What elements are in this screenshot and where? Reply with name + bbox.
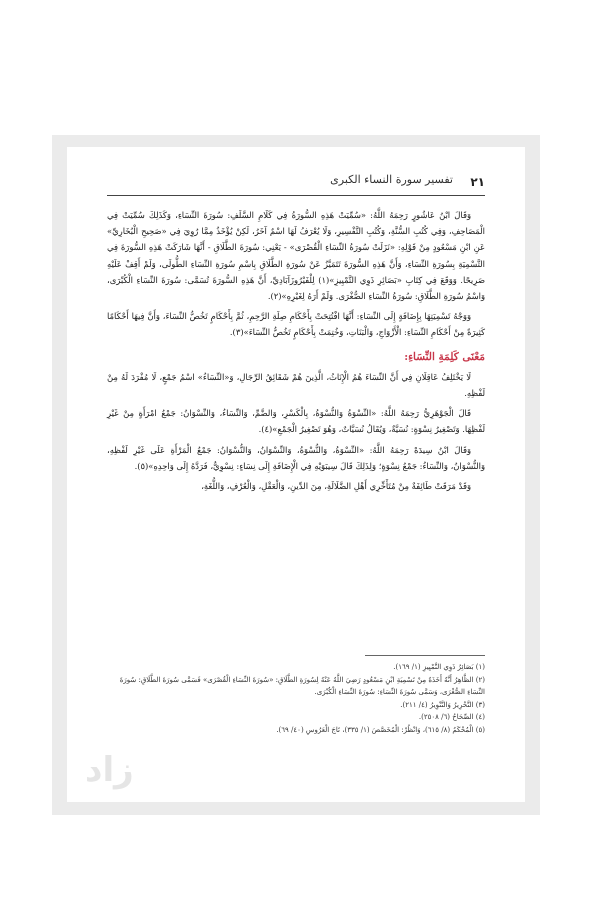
book-page — [67, 147, 525, 802]
footnotes — [107, 655, 485, 736]
page-number: ٢١ — [470, 175, 485, 189]
paragraph-ibn-sidah: وَقَالَ ابْنُ سِيدَهْ رَحِمَهُ اللَّهُ: «النِّسْوَةُ، وَالنُّسْوَةُ، وَالنِّسْوَانُ، وَالنُّسْوَانُ: جَمْعُ الْمَرْأَةِ عَلَى غَيْرِ لَفْظِهِ، وَالنُّسْوَانُ، وَالنِّسَاءُ: جَمْعُ نِسْوَةٍ؛ وَلِذَلِكَ قَالَ سِيبَوَيْهِ فِي الْإِضَافَةِ إِلَى نِسَاءٍ: نِسْوِيٌّ، فَرَدَّهُ إِلَى وَاحِدِهِ»(٥). — [107, 444, 485, 471]
watermark-logo: زاد — [85, 750, 134, 790]
footnote-1: (١) بَصَائِرُ ذَوِي التَّمْيِيزِ (١/ ١٦٩). — [393, 663, 485, 671]
running-title: تفسير سورة النساء الكبرى — [330, 173, 453, 186]
footnote-3: (٣) التَّحْرِيرُ وَالتَّنْوِيرُ (٤/ ٢١١). — [400, 700, 485, 709]
footnote-2: (٢) الظَّاهِرُ أَنَّهُ أَخَذَهُ مِنْ تَسْمِيَةِ ابْنِ مَسْعُودٍ رَضِيَ اللَّهُ عَنْهُ لِسُورَةِ الطَّلَاقِ: «سُورَةَ النِّسَاءِ الْقُصْرَى» فَسَمَّى سُورَةَ الطَّلَاقِ: سُورَةَ النِّسَاءِ الصُّغْرَى، وَسَمَّى سُورَةَ النِّسَاءِ: سُورَةَ النِّسَاءِ الْكُبْرَى. — [119, 675, 485, 696]
page-body — [107, 207, 485, 498]
paragraph-meaning: لَا يَخْتَلِفُ عَاقِلَانِ فِي أَنَّ النِّسَاءَ هُمُ الْإِنَاثُ، الَّذِينَ هُمْ شَقَائِقُ الرِّجَالِ، وَ«النِّسَاءُ» اسْمُ جَمْعٍ، لَا مُفْرَدَ لَهُ مِنْ لَفْظِهِ. — [107, 371, 485, 399]
header-rule — [107, 195, 485, 196]
footnote-4: (٤) الصِّحَاحُ (٦/ ٢٥٠٨). — [418, 713, 485, 721]
footnote-rule — [365, 655, 485, 656]
section-heading: مَعْنَى كَلِمَةِ النِّسَاءِ: — [404, 350, 485, 363]
paragraph-jawhari: قَالَ الْجَوْهَرِيُّ رَحِمَهُ اللَّهُ: «النِّسْوَةُ وَالنُّسْوَةُ، بِالْكَسْرِ، وَالضَّمِّ، وَالنِّسَاءُ، وَالنِّسْوَانُ: جَمْعُ امْرَأَةٍ مِنْ غَيْرِ لَفْظِهَا. وَتَصْغِيرُ نِسْوَةٍ: نُسَيَّةٌ، وَيُقَالُ نُسَيَّاتٌ، وَهُوَ تَصْغِيرُ الْجَمْعِ»(٤). — [107, 408, 485, 435]
paragraph-ibn-ashur: وَقَالَ ابْنُ عَاشُورٍ رَحِمَهُ اللَّهُ: «سُمِّيَتْ هَذِهِ السُّورَةُ فِي كَلَامِ السَّلَفِ: سُورَةَ النِّسَاءِ، وَكَذَلِكَ سُمِّيَتْ فِي الْمَصَاحِفِ، وَفِي كُتُبِ السُّنَّةِ، وَكُتُبِ التَّفْسِيرِ، وَلَا يُعْرَفُ لَهَا اسْمٌ آخَرُ، لَكِنْ يُؤْخَذُ مِمَّا رُوِيَ فِي «صَحِيحِ الْبُخَارِيِّ» عَنِ ابْنِ مَسْعُودٍ مِنْ قَوْلِهِ: «نَزَلَتْ سُورَةُ النِّسَاءِ الْقُصْرَى» - يَعْنِي: سُورَةَ الطَّلَاقِ - أَنَّهَا شَارَكَتْ هَذِهِ السُّورَةَ فِي التَّسْمِيَةِ بِسُورَةِ النِّسَاءِ، وَأَنَّ هَذِهِ السُّورَةَ تَتَمَيَّزُ عَنْ سُورَةِ الطَّلَاقِ بِاسْمِ سُورَةِ النِّسَاءِ الطُّولَى، وَلَمْ أَقِفْ عَلَيْهِ صَرِيحًا. وَوَقَعَ فِي كِتَابِ «بَصَائِرِ ذَوِي التَّمْيِيزِ»(١) لِلْفَيْرُوزَآبَادِيِّ، أَنَّ هَذِهِ السُّورَةَ تُسَمَّى: سُورَةَ النِّسَاءِ الْكُبْرَى، وَاسْمُ سُورَةِ الطَّلَاقِ: سُورَةُ النِّسَاءِ الصُّغْرَى. وَلَمْ أَرَهُ لِغَيْرِهِ»(٢). — [107, 210, 485, 302]
paragraph-continuation: وَقَدْ مَرَقَتْ طَائِفَةٌ مِنْ مُتَأَخِّرِي أَهْلِ الضَّلَالَةِ، مِنَ الدِّينِ، وَالْعَقْلِ، وَالْعُرْفِ، وَاللُّغَةِ، — [201, 481, 471, 492]
footnote-5: (٥) الْمُحْكَمُ (٨/ ٦١٥)، وَانْظُرْ: الْمُخَصَّصَ (١/ ٣٣٥)، تَاجَ الْعَرُوسِ (٤٠/ ٦٩). — [276, 725, 485, 734]
paragraph-naming-reason: وَوَجْهُ تَسْمِيَتِهَا بِإِضَافَةٍ إِلَى النِّسَاءِ: أَنَّهَا افْتُتِحَتْ بِأَحْكَامِ صِلَةِ الرَّحِمِ، ثُمَّ بِأَحْكَامٍ تَخُصُّ النِّسَاءَ، وَأَنَّ فِيهَا أَحْكَامًا كَثِيرَةً مِنْ أَحْكَامِ النِّسَاءِ: الْأَزْوَاجِ، وَالْبَنَاتِ، وَخُتِمَتْ بِأَحْكَامٍ تَخُصُّ النِّسَاءَ»(٣). — [107, 311, 485, 338]
page-header — [107, 173, 485, 197]
